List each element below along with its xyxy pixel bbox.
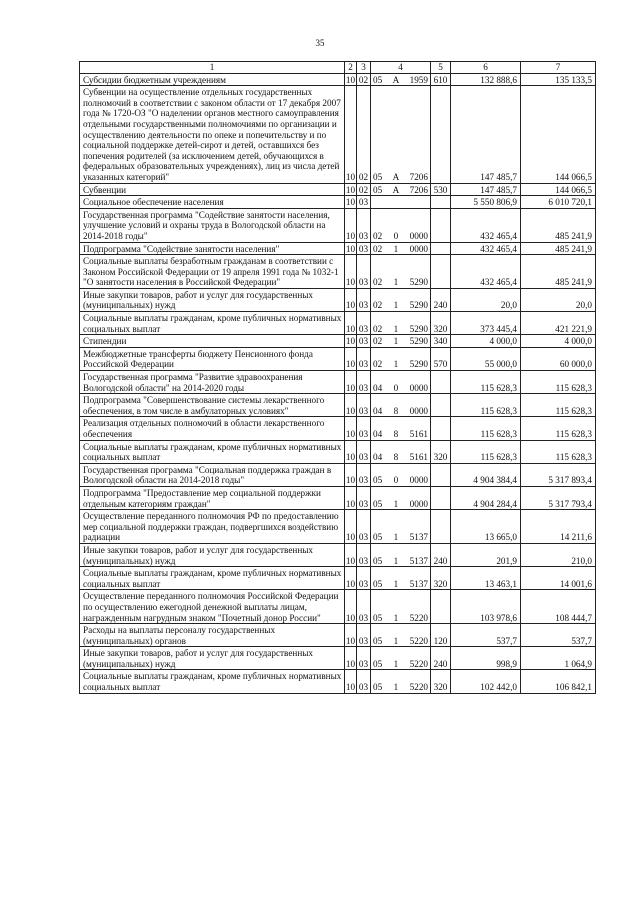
code-subprogram: 1 xyxy=(393,300,399,311)
code-subprogram: 1 xyxy=(393,243,399,254)
table-row xyxy=(80,463,596,486)
code-direction: 5290 xyxy=(409,277,428,288)
table-row xyxy=(80,670,596,693)
row-subsection: 03 xyxy=(357,543,371,566)
table-row xyxy=(80,288,596,311)
row-amount-year-2: 5 317 893,4 xyxy=(521,463,596,486)
row-amount-year-2: 14 211,6 xyxy=(521,510,596,544)
row-name: Осуществление переданного полномочия Российской Федерации по осуществлению ежегодной денежной выплаты лицам, награжденным нагрудным знаком "Почетный донор России" xyxy=(80,590,345,624)
code-direction: 5220 xyxy=(409,682,428,693)
row-section: 10 xyxy=(345,208,357,242)
row-section: 10 xyxy=(345,197,356,208)
row-amount-year-1: 5 550 806,9 xyxy=(451,196,521,209)
row-name: Социальные выплаты гражданам, кроме публичных нормативных социальных выплат xyxy=(80,567,345,590)
header-col-2: 2 xyxy=(345,62,357,74)
target-article-code xyxy=(373,682,428,693)
row-expense-type: 120 xyxy=(431,624,451,647)
row-name: Государственная программа "Содействие занятости населения, улучшение условий и охраны труда в Вологодской области на 2014-2018 годы" xyxy=(80,208,345,242)
row-amount-year-1: 201,9 xyxy=(451,543,521,566)
table-row xyxy=(80,486,596,509)
code-program: 02 xyxy=(373,230,383,241)
row-expense-type xyxy=(431,255,451,289)
row-expense-type: 240 xyxy=(431,543,451,566)
target-article-code xyxy=(373,277,428,288)
table-row xyxy=(80,567,596,590)
code-program: 05 xyxy=(373,475,383,486)
code-direction: 0000 xyxy=(409,475,428,486)
code-subprogram: 1 xyxy=(393,323,399,334)
target-article-code xyxy=(373,613,428,624)
target-article-code xyxy=(373,406,428,417)
row-name: Социальные выплаты гражданам, кроме публичных нормативных социальных выплат xyxy=(80,312,345,335)
code-program: 05 xyxy=(373,658,383,669)
row-section: 10 xyxy=(345,184,356,195)
row-amount-year-1: 373 445,4 xyxy=(451,312,521,335)
code-direction: 5290 xyxy=(409,323,428,334)
target-article-code xyxy=(373,452,428,463)
row-expense-type xyxy=(431,510,451,544)
row-amount-year-2: 144 066,5 xyxy=(521,183,596,196)
row-name: Государственная программа "Социальная поддержка граждан в Вологодской области на 2014-2018 годы" xyxy=(80,463,345,486)
row-amount-year-2: 115 628,3 xyxy=(521,394,596,417)
row-name: Реализация отдельных полномочий в области лекарственного обеспечения xyxy=(80,417,345,440)
row-target-article xyxy=(371,371,431,394)
code-subprogram: 8 xyxy=(393,452,399,463)
row-amount-year-2: 20,0 xyxy=(521,288,596,311)
code-program: 05 xyxy=(373,635,383,646)
row-target-article xyxy=(371,335,431,348)
table-row xyxy=(80,86,596,183)
table-row xyxy=(80,73,596,86)
row-amount-year-1: 115 628,3 xyxy=(451,394,521,417)
table-row xyxy=(80,624,596,647)
code-direction: 0000 xyxy=(409,230,428,241)
code-direction: 5220 xyxy=(409,658,428,669)
row-target-article xyxy=(371,624,431,647)
code-program: 02 xyxy=(373,323,383,334)
row-name: Государственная программа "Развитие здравоохранения Вологодской области" на 2014-2020 годы xyxy=(80,371,345,394)
row-section: 10 xyxy=(345,417,357,440)
code-subprogram: А xyxy=(392,171,400,182)
code-program: 02 xyxy=(373,277,383,288)
header-col-3: 3 xyxy=(357,62,371,74)
row-amount-year-1: 998,9 xyxy=(451,647,521,670)
table-row xyxy=(80,440,596,463)
row-expense-type: 320 xyxy=(431,670,451,693)
target-article-code xyxy=(373,429,428,440)
row-amount-year-2: 115 628,3 xyxy=(521,371,596,394)
row-target-article xyxy=(371,394,431,417)
target-article-code xyxy=(373,231,428,242)
code-direction: 0000 xyxy=(409,498,428,509)
target-article-code xyxy=(373,324,428,335)
row-subsection: 03 xyxy=(357,242,371,255)
row-subsection: 03 xyxy=(357,440,371,463)
target-article-code xyxy=(373,475,428,486)
row-section: 10 xyxy=(345,312,357,335)
code-program: 04 xyxy=(373,452,383,463)
code-subprogram: 0 xyxy=(393,230,399,241)
row-expense-type: 240 xyxy=(431,288,451,311)
target-article-code xyxy=(373,172,428,183)
row-section: 10 xyxy=(345,463,357,486)
row-subsection: 03 xyxy=(357,510,371,544)
row-subsection: 03 xyxy=(357,647,371,670)
row-amount-year-2: 210,0 xyxy=(521,543,596,566)
row-amount-year-1: 20,0 xyxy=(451,288,521,311)
target-article-code xyxy=(373,336,428,347)
code-subprogram: 1 xyxy=(393,682,399,693)
header-col-4: 4 xyxy=(371,62,431,74)
row-target-article xyxy=(371,347,431,370)
code-direction: 5137 xyxy=(409,532,428,543)
page-number: 35 xyxy=(315,38,325,48)
row-name: Стипендии xyxy=(80,335,345,348)
row-expense-type xyxy=(431,486,451,509)
row-amount-year-1: 13 665,0 xyxy=(451,510,521,544)
target-article-code xyxy=(373,579,428,590)
code-program: 02 xyxy=(373,243,383,254)
row-name: Субвенции xyxy=(80,183,345,196)
row-subsection: 03 xyxy=(357,624,371,647)
code-subprogram: А xyxy=(392,184,400,195)
code-program: 04 xyxy=(373,405,383,416)
row-section: 10 xyxy=(345,486,357,509)
row-name: Подпрограмма "Предоставление мер социальной поддержки отдельным категориям граждан" xyxy=(80,486,345,509)
row-section: 10 xyxy=(345,336,356,347)
row-subsection: 02 xyxy=(357,86,371,183)
row-name: Расходы на выплаты персоналу государственных (муниципальных) органов xyxy=(80,624,345,647)
row-subsection: 03 xyxy=(357,590,371,624)
row-target-article xyxy=(371,417,431,440)
code-program: 05 xyxy=(373,612,383,623)
row-amount-year-2: 106 842,1 xyxy=(521,670,596,693)
row-target-article xyxy=(371,647,431,670)
row-section: 10 xyxy=(345,543,357,566)
row-name: Подпрограмма "Совершенствование системы лекарственного обеспечения, в том числе в амбулаторных условиях" xyxy=(80,394,345,417)
code-subprogram: 1 xyxy=(393,277,399,288)
code-direction: 0000 xyxy=(409,243,428,254)
row-amount-year-2: 1 064,9 xyxy=(521,647,596,670)
code-direction: 5290 xyxy=(409,336,428,347)
code-subprogram: 1 xyxy=(393,612,399,623)
row-name: Межбюджетные трансферты бюджету Пенсионного фонда Российской Федерации xyxy=(80,347,345,370)
code-program: 02 xyxy=(373,300,383,311)
row-section: 10 xyxy=(345,510,357,544)
target-article-code xyxy=(373,75,428,86)
row-amount-year-1: 4 904 284,4 xyxy=(451,486,521,509)
code-program: 05 xyxy=(373,171,383,182)
code-subprogram: 8 xyxy=(393,429,399,439)
row-target-article xyxy=(371,486,431,509)
code-direction: 5290 xyxy=(409,359,428,370)
row-target-article xyxy=(371,86,431,183)
code-subprogram: 1 xyxy=(393,336,399,347)
row-target-article xyxy=(371,196,431,209)
target-article-code xyxy=(373,556,428,567)
row-expense-type xyxy=(431,371,451,394)
code-direction: 7206 xyxy=(409,171,428,182)
header-col-1: 1 xyxy=(80,62,345,74)
table-row xyxy=(80,183,596,196)
row-expense-type: 240 xyxy=(431,647,451,670)
row-amount-year-2: 14 001,6 xyxy=(521,567,596,590)
row-section: 10 xyxy=(345,255,357,289)
code-direction: 5220 xyxy=(409,612,428,623)
row-expense-type xyxy=(431,208,451,242)
row-name: Иные закупки товаров, работ и услуг для государственных (муниципальных) нужд xyxy=(80,543,345,566)
row-subsection: 03 xyxy=(357,196,371,209)
row-subsection: 03 xyxy=(357,394,371,417)
row-target-article xyxy=(371,208,431,242)
row-name: Социальные выплаты гражданам, кроме публичных нормативных социальных выплат xyxy=(80,670,345,693)
row-section: 10 xyxy=(345,347,357,370)
budget-table xyxy=(79,61,596,694)
code-direction: 5137 xyxy=(409,555,428,566)
row-amount-year-2: 6 010 720,1 xyxy=(521,196,596,209)
row-amount-year-1: 102 442,0 xyxy=(451,670,521,693)
table-row xyxy=(80,208,596,242)
row-target-article xyxy=(371,510,431,544)
code-subprogram: 1 xyxy=(393,498,399,509)
target-article-code xyxy=(373,300,428,311)
row-expense-type xyxy=(431,394,451,417)
row-expense-type: 320 xyxy=(431,567,451,590)
row-amount-year-1: 432 465,4 xyxy=(451,255,521,289)
row-name: Социальное обеспечение населения xyxy=(80,196,345,209)
row-amount-year-1: 537,7 xyxy=(451,624,521,647)
code-program: 05 xyxy=(373,578,383,589)
row-section: 10 xyxy=(345,590,357,624)
target-article-code xyxy=(373,383,428,394)
code-program: 04 xyxy=(373,429,383,439)
row-target-article xyxy=(371,590,431,624)
code-program: 05 xyxy=(373,184,383,195)
row-section: 10 xyxy=(345,670,357,693)
row-section: 10 xyxy=(345,647,357,670)
row-amount-year-2: 108 444,7 xyxy=(521,590,596,624)
code-program: 02 xyxy=(373,359,383,370)
row-amount-year-2: 4 000,0 xyxy=(521,335,596,348)
row-target-article xyxy=(371,255,431,289)
code-program: 05 xyxy=(373,498,383,509)
row-amount-year-1: 132 888,6 xyxy=(451,73,521,86)
row-expense-type xyxy=(431,196,451,209)
row-amount-year-1: 115 628,3 xyxy=(451,417,521,440)
row-expense-type: 320 xyxy=(431,312,451,335)
row-amount-year-1: 432 465,4 xyxy=(451,208,521,242)
row-name: Иные закупки товаров, работ и услуг для государственных (муниципальных) нужд xyxy=(80,288,345,311)
code-program: 05 xyxy=(373,74,383,85)
row-amount-year-1: 103 978,6 xyxy=(451,590,521,624)
row-name: Подпрограмма "Содействие занятости населения" xyxy=(80,242,345,255)
row-expense-type: 320 xyxy=(431,440,451,463)
table-row xyxy=(80,417,596,440)
table-row xyxy=(80,335,596,348)
row-subsection: 03 xyxy=(357,486,371,509)
header-col-6: 6 xyxy=(451,62,521,74)
row-subsection: 03 xyxy=(357,371,371,394)
row-subsection: 03 xyxy=(357,288,371,311)
code-direction: 5161 xyxy=(409,429,428,439)
target-article-code xyxy=(373,659,428,670)
target-article-code xyxy=(373,185,428,196)
code-direction: 0000 xyxy=(409,382,428,393)
row-subsection: 03 xyxy=(357,567,371,590)
row-section: 10 xyxy=(345,624,357,647)
table-row xyxy=(80,242,596,255)
table-row xyxy=(80,255,596,289)
row-subsection: 03 xyxy=(357,347,371,370)
row-section: 10 xyxy=(345,86,357,183)
row-expense-type: 340 xyxy=(431,335,451,348)
row-expense-type xyxy=(431,463,451,486)
table-row xyxy=(80,510,596,544)
header-col-7: 7 xyxy=(521,62,596,74)
row-target-article xyxy=(371,440,431,463)
row-target-article xyxy=(371,242,431,255)
row-name: Социальные выплаты гражданам, кроме публичных нормативных социальных выплат xyxy=(80,440,345,463)
table-row xyxy=(80,590,596,624)
table-row xyxy=(80,196,596,209)
row-name: Осуществление переданного полномочия РФ по предоставлению мер социальной поддержки граждан, подвергшихся воздействию радиации xyxy=(80,510,345,544)
row-amount-year-1: 432 465,4 xyxy=(451,242,521,255)
row-section: 10 xyxy=(345,243,356,254)
row-amount-year-1: 13 463,1 xyxy=(451,567,521,590)
code-direction: 5137 xyxy=(409,578,428,589)
target-article-code xyxy=(373,359,428,370)
code-subprogram: 1 xyxy=(393,578,399,589)
row-subsection: 02 xyxy=(357,183,371,196)
table-row xyxy=(80,371,596,394)
table-row xyxy=(80,312,596,335)
table-row xyxy=(80,647,596,670)
code-subprogram: 1 xyxy=(393,635,399,646)
row-subsection: 03 xyxy=(357,208,371,242)
row-name: Субсидии бюджетным учреждениям xyxy=(80,73,345,86)
row-name: Социальные выплаты безработным гражданам в соответствии с Законом Российской Федерации от 19 апреля 1991 года № 1032-1 "О занятости населения в Российской Федерации" xyxy=(80,255,345,289)
row-amount-year-2: 115 628,3 xyxy=(521,417,596,440)
code-direction: 1959 xyxy=(409,74,428,85)
code-subprogram: 0 xyxy=(393,475,399,486)
row-amount-year-1: 4 904 384,4 xyxy=(451,463,521,486)
row-amount-year-2: 485 241,9 xyxy=(521,242,596,255)
row-subsection: 03 xyxy=(357,670,371,693)
table-row xyxy=(80,543,596,566)
row-amount-year-2: 537,7 xyxy=(521,624,596,647)
target-article-code xyxy=(373,499,428,510)
row-amount-year-2: 485 241,9 xyxy=(521,208,596,242)
table-header-row xyxy=(80,62,596,74)
code-program: 05 xyxy=(373,555,383,566)
row-subsection: 03 xyxy=(357,255,371,289)
row-target-article xyxy=(371,73,431,86)
row-amount-year-2: 115 628,3 xyxy=(521,440,596,463)
row-subsection: 03 xyxy=(357,312,371,335)
row-amount-year-2: 144 066,5 xyxy=(521,86,596,183)
row-target-article xyxy=(371,543,431,566)
code-subprogram: А xyxy=(392,74,400,85)
row-expense-type xyxy=(431,242,451,255)
row-subsection: 03 xyxy=(357,463,371,486)
row-section: 10 xyxy=(345,74,356,85)
row-amount-year-1: 115 628,3 xyxy=(451,371,521,394)
row-amount-year-1: 147 485,7 xyxy=(451,86,521,183)
code-direction: 7206 xyxy=(409,184,428,195)
row-target-article xyxy=(371,312,431,335)
row-name: Субвенции на осуществление отдельных государственных полномочий в соответствии с законом области от 17 декабря 2007 года № 1720-ОЗ "О наделении органов местного самоуправления отдельными государственными полномочиями по организации и осуществлению деятельности по опеке и попечительству и по социальной поддержке детей-сирот и детей, оставшихся без попечения родителей (за исключением детей, обучающихся в федеральных образовательных учреждениях), лиц из числа детей указанных категорий" xyxy=(80,86,345,183)
target-article-code xyxy=(373,244,428,255)
table-row xyxy=(80,394,596,417)
row-name: Иные закупки товаров, работ и услуг для государственных (муниципальных) нужд xyxy=(80,647,345,670)
row-expense-type: 570 xyxy=(431,347,451,370)
code-direction: 5220 xyxy=(409,635,428,646)
row-section: 10 xyxy=(345,394,357,417)
row-expense-type: 530 xyxy=(431,183,451,196)
row-amount-year-1: 55 000,0 xyxy=(451,347,521,370)
row-amount-year-2: 60 000,0 xyxy=(521,347,596,370)
code-program: 02 xyxy=(373,336,383,347)
target-article-code xyxy=(373,532,428,543)
header-col-5: 5 xyxy=(431,62,451,74)
code-program: 05 xyxy=(373,682,383,693)
code-program: 05 xyxy=(373,532,383,543)
row-subsection: 03 xyxy=(357,417,371,440)
code-subprogram: 0 xyxy=(393,382,399,393)
code-direction: 5161 xyxy=(409,452,428,463)
code-subprogram: 8 xyxy=(393,405,399,416)
row-target-article xyxy=(371,670,431,693)
row-amount-year-1: 4 000,0 xyxy=(451,335,521,348)
row-amount-year-1: 115 628,3 xyxy=(451,440,521,463)
code-subprogram: 1 xyxy=(393,532,399,543)
code-direction: 5290 xyxy=(409,300,428,311)
row-expense-type xyxy=(431,86,451,183)
row-subsection: 03 xyxy=(357,335,371,348)
row-section: 10 xyxy=(345,288,357,311)
row-section: 10 xyxy=(345,440,357,463)
row-amount-year-2: 135 133,5 xyxy=(521,73,596,86)
row-section: 10 xyxy=(345,371,357,394)
row-target-article xyxy=(371,567,431,590)
row-expense-type: 610 xyxy=(431,73,451,86)
code-subprogram: 1 xyxy=(393,658,399,669)
row-amount-year-2: 5 317 793,4 xyxy=(521,486,596,509)
code-direction: 0000 xyxy=(409,405,428,416)
code-program: 04 xyxy=(373,382,383,393)
row-target-article xyxy=(371,183,431,196)
table-row xyxy=(80,347,596,370)
row-target-article xyxy=(371,288,431,311)
row-amount-year-1: 147 485,7 xyxy=(451,183,521,196)
row-target-article xyxy=(371,463,431,486)
row-amount-year-2: 421 221,9 xyxy=(521,312,596,335)
row-expense-type xyxy=(431,417,451,440)
row-subsection: 02 xyxy=(357,73,371,86)
target-article-code xyxy=(373,636,428,647)
code-subprogram: 1 xyxy=(393,359,399,370)
code-subprogram: 1 xyxy=(393,555,399,566)
row-expense-type xyxy=(431,590,451,624)
row-amount-year-2: 485 241,9 xyxy=(521,255,596,289)
row-section: 10 xyxy=(345,567,357,590)
